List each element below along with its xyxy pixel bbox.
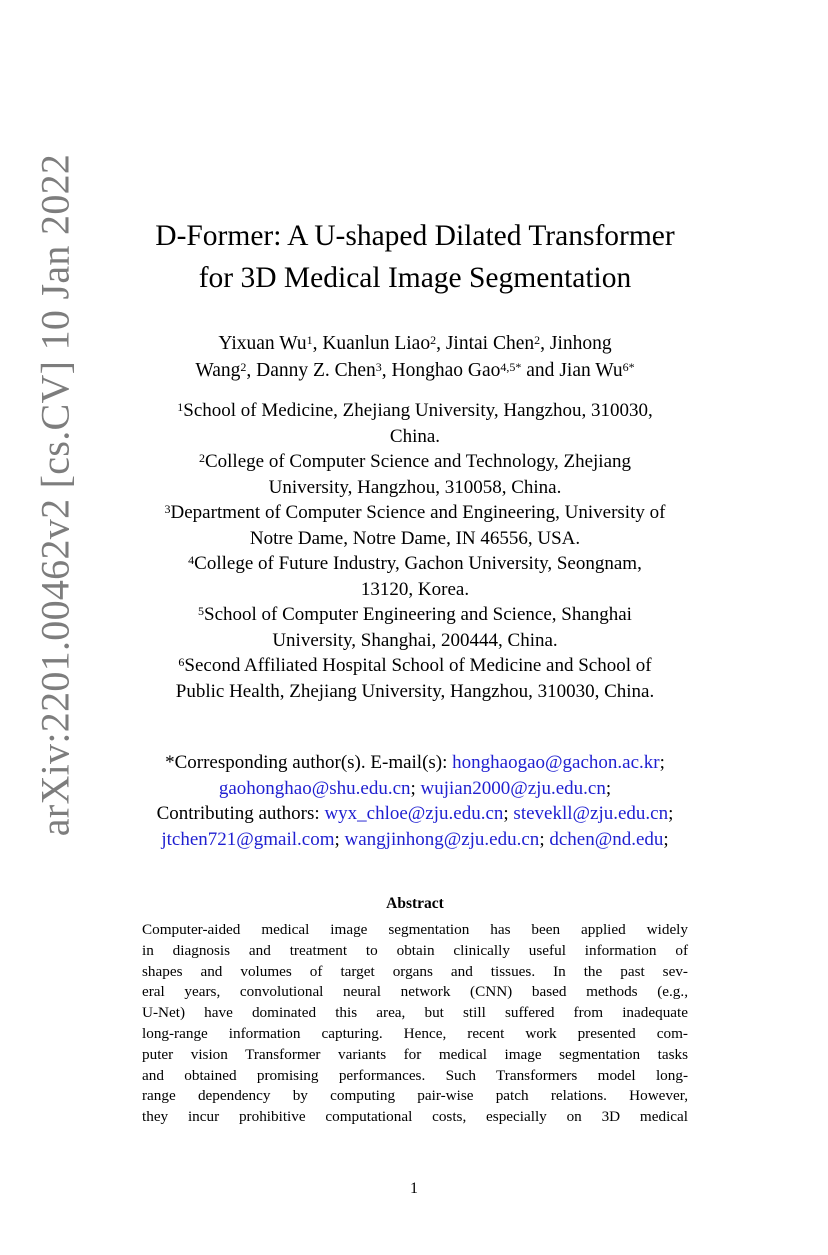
abstract-line: shapes and volumes of target organs and tissues. In the past sev-: [142, 962, 688, 980]
title-line-2: for 3D Medical Image Segmentation: [198, 262, 632, 294]
affiliation-text: School of Computer Engineering and Science, Shanghai: [204, 604, 632, 625]
affiliation-number: 6: [178, 655, 185, 669]
affiliation-text: College of Future Industry, Gachon University, Seongnam,: [194, 553, 642, 574]
affiliation-number: 1: [177, 400, 184, 414]
author-affiliation-mark: 6*: [622, 360, 635, 374]
email-link[interactable]: gaohonghao@shu.edu.cn: [218, 777, 411, 799]
author-affiliation-mark: 1: [306, 333, 313, 347]
title-line-1: D-Former: A U-shaped Dilated Transformer: [155, 220, 675, 252]
abstract-line: and obtained promising performances. Such Transformers model long-: [142, 1066, 688, 1084]
affiliation-text: University, Hangzhou, 310058, China.: [268, 476, 562, 498]
affiliation-text: 13120, Korea.: [360, 578, 470, 600]
affiliation-number: 3: [164, 502, 171, 516]
email-link[interactable]: dchen@nd.edu: [549, 828, 664, 850]
affiliation-number: 2: [198, 451, 205, 465]
abstract-line: U-Net) have dominated this area, but still suffered from inadequate: [142, 1004, 688, 1022]
contact-line-1: *Corresponding author(s). E-mail(s): honghaogao@gachon.ac.kr;: [165, 752, 665, 773]
abstract-body: [142, 920, 688, 1128]
author-affiliation-mark: 2: [240, 360, 247, 374]
abstract-line: they incur prohibitive computational costs, especially on 3D medical: [142, 1108, 688, 1126]
affiliation-text: University, Shanghai, 200444, China.: [272, 629, 558, 651]
author-separator: ,: [381, 360, 392, 381]
affiliation: [105, 398, 725, 449]
affiliation-text: China.: [389, 425, 441, 447]
author-name: Kuanlun Liao: [322, 333, 431, 354]
affiliation: [105, 602, 725, 653]
abstract-line: Computer-aided medical image segmentation has been applied widely: [142, 921, 688, 938]
affiliation: [105, 449, 725, 500]
abstract-line: in diagnosis and treatment to obtain clinically useful information of: [142, 941, 688, 959]
author-list: [110, 330, 720, 384]
affiliation-number: 5: [198, 604, 205, 618]
corresponding-label: *Corresponding author(s). E-mail(s):: [165, 752, 448, 773]
abstract-line: range dependency by computing pair-wise patch relations. However,: [142, 1087, 688, 1105]
author-name: Yixuan Wu: [218, 333, 307, 354]
email-link[interactable]: wyx_chloe@zju.edu.cn: [324, 803, 504, 824]
affiliation-text: School of Medicine, Zhejiang University, Hangzhou, 310030,: [183, 400, 653, 421]
email-link[interactable]: jtchen721@gmail.com: [161, 828, 335, 850]
author-name: Danny Z. Chen: [256, 360, 376, 381]
arxiv-identifier: arXiv:2201.00462v2 [cs.CV] 10 Jan 2022: [32, 153, 78, 837]
affiliation-text: Public Health, Zhejiang University, Hangzhou, 310030, China.: [175, 680, 655, 702]
contact-block: [95, 750, 735, 852]
email-link[interactable]: wujian2000@zju.edu.cn: [420, 777, 606, 799]
author-name: Jintai Chen: [445, 333, 535, 354]
affiliation-text: Department of Computer Science and Engineering, University of: [170, 502, 666, 523]
author-name: Jian Wu: [559, 360, 623, 381]
author-affiliation-mark: 4,5*: [500, 360, 522, 374]
abstract-line: puter vision Transformer variants for medical image segmentation tasks: [142, 1045, 688, 1063]
author-line-2: [110, 357, 720, 384]
contact-line-4: jtchen721@gmail.com; wangjinhong@zju.edu.cn; dchen@nd.edu;: [161, 828, 669, 850]
abstract-line: eral years, convolutional neural network (CNN) based methods (e.g.,: [142, 983, 688, 1001]
affiliation-text: College of Computer Science and Technology, Zhejiang: [204, 451, 632, 472]
author-line-1: [110, 330, 720, 357]
affiliation-text: Second Affiliated Hospital School of Medicine and School of: [184, 655, 652, 676]
affiliation-number: 4: [188, 553, 195, 567]
email-link[interactable]: wangjinhong@zju.edu.cn: [344, 828, 540, 850]
author-separator: ,: [436, 333, 446, 354]
abstract-heading: Abstract: [386, 895, 444, 912]
author-affiliation-mark: 2: [430, 333, 437, 347]
affiliation: [105, 551, 725, 602]
affiliation-text: Notre Dame, Notre Dame, IN 46556, USA.: [249, 527, 581, 549]
author-separator: , Jinhong: [540, 333, 612, 354]
page-number: 1: [410, 1180, 418, 1197]
author-affiliation-mark: 2: [534, 333, 541, 347]
abstract-line: long-range information capturing. Hence, recent work presented com-: [142, 1024, 688, 1042]
email-link[interactable]: stevekll@zju.edu.cn: [513, 803, 669, 824]
affiliation-list: [105, 398, 725, 704]
contributing-label: Contributing authors:: [156, 803, 320, 824]
affiliation: [105, 500, 725, 551]
author-name: Wang: [195, 360, 241, 381]
author-name: Honghao Gao: [391, 360, 501, 381]
affiliation: [105, 653, 725, 704]
author-affiliation-mark: 3: [375, 360, 382, 374]
contact-line-2: gaohonghao@shu.edu.cn; wujian2000@zju.edu.cn;: [218, 777, 612, 799]
author-separator: ,: [246, 360, 257, 381]
contact-line-3: Contributing authors: wyx_chloe@zju.edu.cn; stevekll@zju.edu.cn;: [156, 803, 674, 824]
paper-title: [110, 215, 720, 299]
email-link[interactable]: honghaogao@gachon.ac.kr: [452, 752, 660, 773]
author-separator: ,: [312, 333, 323, 354]
author-separator: and: [521, 360, 560, 381]
